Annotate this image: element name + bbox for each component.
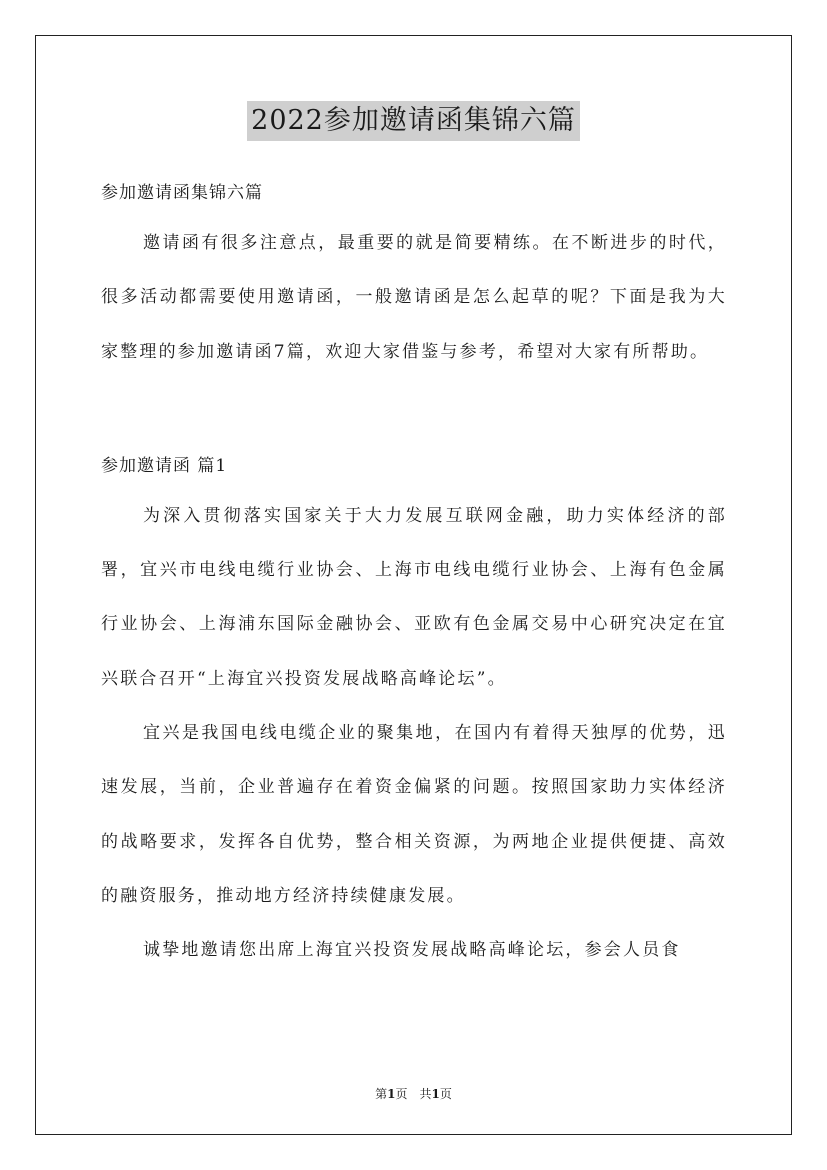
title-container <box>0 101 827 141</box>
document-subtitle: 参加邀请函集锦六篇 <box>101 183 263 203</box>
section1-paragraph-1: 为深入贯彻落实国家关于大力发展互联网金融，助力实体经济的部署，宜兴市电线电缆行业协会、上海市电线电缆行业协会、上海有色金属行业协会、上海浦东国际金融协会、亚欧有色金属交易中心研究决定在宜兴联合召开“上海宜兴投资发展战略高峰论坛”。 <box>101 505 727 689</box>
page-current: 1 <box>387 1087 396 1101</box>
page-footer <box>0 1085 827 1102</box>
page-prefix: 第 <box>375 1087 388 1101</box>
section-heading-1: 参加邀请函 篇1 <box>101 455 228 476</box>
section1-paragraph-3: 诚挚地邀请您出席上海宜兴投资发展战略高峰论坛，参会人员食 <box>143 940 681 961</box>
intro-paragraph: 邀请函有很多注意点，最重要的就是简要精练。在不断进步的时代，很多活动都需要使用邀请函，一般邀请函是怎么起草的呢？下面是我为大家整理的参加邀请函7篇，欢迎大家借鉴与参考，希望对大家有所帮助。 <box>101 233 727 362</box>
document-body <box>101 170 727 978</box>
page-mid: 页 共 <box>395 1087 432 1101</box>
section1-paragraph-2: 宜兴是我国电线电缆企业的聚集地，在国内有着得天独厚的优势，迅速发展，当前，企业普遍存在着资金偏紧的问题。按照国家助力实体经济的战略要求，发挥各自优势，整合相关资源，为两地企业提供便捷、高效的融资服务，推动地方经济持续健康发展。 <box>101 723 727 906</box>
document-title: 2022参加邀请函集锦六篇 <box>247 101 580 141</box>
page-total: 1 <box>431 1087 440 1101</box>
page-suffix: 页 <box>439 1087 452 1101</box>
